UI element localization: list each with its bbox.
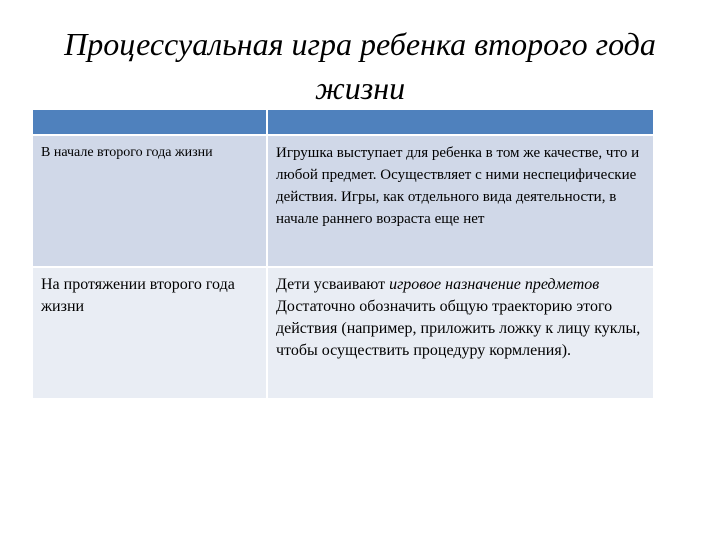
description-emphasis: игровое назначение предметов: [389, 276, 600, 293]
header-cell-description: [267, 110, 653, 135]
description-rest: Достаточно обозначить общую траекторию этого действия (например, приложить ложку к лицу куклы, чтобы осуществить процедуру кормления).: [276, 298, 641, 359]
description-cell: Игрушка выступает для ребенка в том же качестве, что и любой предмет. Осуществляет с ними неспецифические действия. Игры, как отдельного вида деятельности, в начале раннего возраста еще нет: [267, 135, 653, 267]
header-cell-period: [33, 110, 267, 135]
table-row: [33, 267, 653, 398]
period-cell: На протяжении второго года жизни: [33, 267, 267, 398]
description-cell: [267, 267, 653, 398]
table-row: [33, 135, 653, 267]
period-cell: В начале второго года жизни: [33, 135, 267, 267]
age-play-table: [33, 110, 653, 398]
table-header-row: [33, 110, 653, 135]
description-lead: Дети усваивают: [276, 276, 390, 293]
slide-title: Процессуальная игра ребенка второго года жизни: [64, 26, 656, 106]
